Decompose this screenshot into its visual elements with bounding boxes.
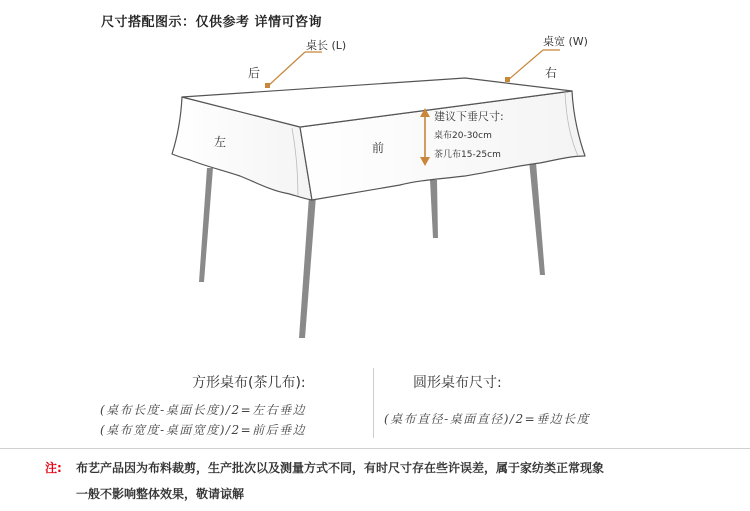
front-label: 前	[372, 141, 385, 155]
right-label: 右	[545, 66, 558, 80]
drop-title: 建议下垂尺寸:	[434, 110, 504, 123]
drop-tablecloth: 桌布20-30cm	[434, 131, 492, 141]
note-prefix: 注:	[45, 461, 62, 475]
round-formula: (桌布直径-桌面直径)/2=垂边长度	[384, 412, 591, 426]
note-separator	[0, 448, 750, 449]
section-divider	[373, 368, 374, 438]
round-tablecloth-title: 圆形桌布尺寸:	[413, 375, 502, 391]
square-formula-length: (桌布长度-桌面长度)/2=左右垂边	[100, 403, 307, 417]
back-label: 后	[248, 66, 261, 80]
width-label: 桌宽 (W)	[543, 35, 588, 48]
square-formula-width: (桌布宽度-桌面宽度)/2=前后垂边	[100, 423, 307, 437]
length-label: 桌长 (L)	[306, 39, 347, 52]
drop-tea-table: 茶几布15-25cm	[434, 150, 501, 160]
length-indicator	[265, 38, 346, 88]
square-tablecloth-title: 方形桌布(茶几布):	[192, 375, 306, 391]
note-line-1: 布艺产品因为布料裁剪，生产批次以及测量方式不同，有时尺寸存在些许误差，属于家纺类正常现象	[76, 461, 605, 475]
page-title: 尺寸搭配图示：仅供参考 详情可咨询	[101, 15, 323, 30]
left-label: 左	[214, 135, 227, 149]
note-line-2: 一般不影响整体效果，敬请谅解	[76, 487, 245, 501]
